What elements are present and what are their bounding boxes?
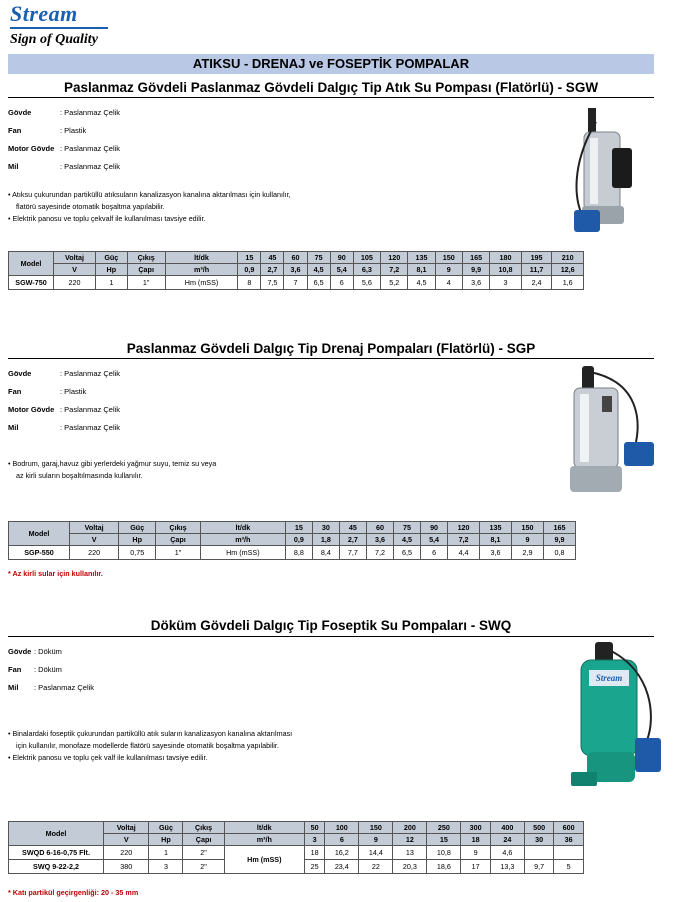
table-cell: SWQ 9-22-2,2	[9, 860, 104, 874]
divider	[8, 636, 654, 637]
sgp-note: * Az kirli sular için kullanılır.	[8, 569, 103, 578]
table-cell: 1,6	[552, 276, 584, 290]
table-header: Çıkış	[183, 822, 224, 834]
table-header: 150	[359, 822, 393, 834]
table-header: Çıkış	[127, 252, 165, 264]
table-header: 4,5	[394, 534, 421, 546]
table-header: 500	[524, 822, 553, 834]
table-header: 210	[552, 252, 584, 264]
bullet: flatörü sayesinde otomatik boşaltma yapılabilir.	[16, 202, 165, 211]
bullet: • Bodrum, garaj,havuz gibi yerlerdeki yağmur suyu, temiz su veya	[8, 459, 217, 468]
table-header: 8,1	[480, 534, 512, 546]
table-header: 165	[462, 252, 489, 264]
table-header: 195	[521, 252, 552, 264]
table-header: 24	[490, 834, 524, 846]
table-header: 90	[330, 252, 353, 264]
table-row	[9, 546, 576, 560]
table-header: V	[54, 264, 96, 276]
table-cell: 20,3	[393, 860, 427, 874]
section-title-sgw: Paslanmaz Gövdeli Paslanmaz Gövdeli Dalgıç Tip Atık Su Pompası (Flatörlü) - SGW	[63, 80, 599, 95]
table-header: 9,9	[543, 534, 575, 546]
table-cell: 8	[238, 276, 261, 290]
table-cell: SWQD 6-16-0,75 Flt.	[9, 846, 104, 860]
category-banner: ATIKSU - DRENAJ ve FOSEPTİK POMPALAR	[8, 54, 654, 74]
table-cell: 8,8	[285, 546, 312, 560]
table-header: 120	[381, 252, 408, 264]
swq-performance-table	[8, 821, 584, 874]
table-cell: 9,7	[524, 860, 553, 874]
table-cell: 18,6	[427, 860, 461, 874]
table-header: 15	[238, 252, 261, 264]
table-cell: 7,7	[339, 546, 366, 560]
table-header: 100	[325, 822, 359, 834]
table-row	[9, 846, 584, 860]
table-header: 0,9	[285, 534, 312, 546]
spec-row: Gövde : Paslanmaz Çelik	[8, 369, 121, 378]
table-cell: 6,5	[394, 546, 421, 560]
table-header: 3	[304, 834, 324, 846]
table-header: 30	[312, 522, 339, 534]
table-header: 30	[524, 834, 553, 846]
table-header: 5,4	[330, 264, 353, 276]
table-cell: 16,2	[325, 846, 359, 860]
table-cell: Hm (mSS)	[200, 546, 285, 560]
table-header: 11,7	[521, 264, 552, 276]
table-header: lt/dk	[200, 522, 285, 534]
table-header: 75	[307, 252, 330, 264]
spec-row: Fan : Plastik	[8, 387, 87, 396]
table-header: 165	[543, 522, 575, 534]
table-header: 90	[421, 522, 448, 534]
table-cell: 2"	[183, 846, 224, 860]
table-cell: 220	[70, 546, 119, 560]
table-cell: 4,5	[408, 276, 435, 290]
table-header: Hp	[119, 534, 156, 546]
table-header: 0,9	[238, 264, 261, 276]
table-cell: 25	[304, 860, 324, 874]
table-cell: 1"	[156, 546, 201, 560]
table-header: 9,9	[462, 264, 489, 276]
svg-text:Stream: Stream	[595, 673, 623, 683]
spec-row: Mil : Paslanmaz Çelik	[8, 423, 121, 432]
table-cell: 13,3	[490, 860, 524, 874]
table-header: 250	[427, 822, 461, 834]
table-header: Çapı	[127, 264, 165, 276]
sgw-pump-image	[572, 102, 644, 242]
table-header: 120	[448, 522, 480, 534]
table-header: m³/h	[165, 264, 238, 276]
table-cell: 17	[461, 860, 490, 874]
spec-row: Gövde : Paslanmaz Çelik	[8, 108, 121, 117]
divider	[8, 358, 654, 359]
bullet: az kirli suların boşaltılmasında kullanılır.	[16, 471, 143, 480]
brand-underline	[10, 27, 108, 29]
table-cell: 220	[54, 276, 96, 290]
table-header: 400	[490, 822, 524, 834]
table-header: 2,7	[261, 264, 284, 276]
table-header: 135	[408, 252, 435, 264]
table-header: 3,6	[366, 534, 393, 546]
table-header: m³/h	[224, 834, 304, 846]
table-cell: 5,6	[353, 276, 380, 290]
bullet: için kullanılır, monofaze modellerde flatörü sayesinde otomatik boşaltma yapılabilir.	[16, 741, 279, 750]
section-title-swq: Döküm Gövdeli Dalgıç Tip Foseptik Su Pompaları - SWQ	[150, 618, 512, 633]
bullet: • Binalardaki foseptik çukurundan partiküllü atık suların kanalizasyon kanalına aktarılması	[8, 729, 293, 738]
table-cell: 7,2	[366, 546, 393, 560]
table-header: 75	[394, 522, 421, 534]
table-cell: 2,4	[521, 276, 552, 290]
table-header: 600	[554, 822, 584, 834]
table-cell: 6,5	[307, 276, 330, 290]
table-header: Model	[9, 252, 54, 276]
table-cell: 23,4	[325, 860, 359, 874]
table-header: 150	[435, 252, 462, 264]
table-header: 105	[353, 252, 380, 264]
table-cell: 1	[149, 846, 183, 860]
table-cell: 4	[435, 276, 462, 290]
spec-row: Motor Gövde : Paslanmaz Çelik	[8, 144, 121, 153]
table-header: 45	[261, 252, 284, 264]
table-header: 9	[359, 834, 393, 846]
table-header: 12	[393, 834, 427, 846]
table-cell: 4,6	[490, 846, 524, 860]
spec-row: Fan : Döküm	[8, 665, 62, 674]
table-cell: Hm (mSS)	[224, 846, 304, 874]
table-header: Güç	[149, 822, 183, 834]
table-header: 8,1	[408, 264, 435, 276]
table-cell: 3	[149, 860, 183, 874]
table-cell: 13	[393, 846, 427, 860]
table-cell: 3	[490, 276, 522, 290]
bullet: • Elektrik panosu ve toplu çek valf ile kullanılması tavsiye edilir.	[8, 753, 208, 762]
table-header: 50	[304, 822, 324, 834]
table-cell: 7	[284, 276, 307, 290]
table-header: lt/dk	[224, 822, 304, 834]
table-header: 3,6	[284, 264, 307, 276]
table-header: 9	[512, 534, 544, 546]
table-cell: 1	[96, 276, 127, 290]
table-row	[9, 276, 584, 290]
table-header: Güç	[119, 522, 156, 534]
table-header: 7,2	[381, 264, 408, 276]
spec-row: Motor Gövde : Paslanmaz Çelik	[8, 405, 121, 414]
table-cell: SGP-550	[9, 546, 70, 560]
table-header: 7,2	[448, 534, 480, 546]
table-cell: 0,8	[543, 546, 575, 560]
table-cell: SGW-750	[9, 276, 54, 290]
table-header: Güç	[96, 252, 127, 264]
table-cell	[554, 846, 584, 860]
table-cell: 22	[359, 860, 393, 874]
swq-note: * Katı partikül geçirgenliği: 20 - 35 mm	[8, 888, 139, 897]
spec-row: Gövde : Döküm	[8, 647, 62, 656]
table-header: 15	[285, 522, 312, 534]
table-header: 6,3	[353, 264, 380, 276]
table-header: Çapı	[183, 834, 224, 846]
table-header: Model	[9, 822, 104, 846]
table-header: 135	[480, 522, 512, 534]
table-cell: 380	[104, 860, 149, 874]
table-header: 10,8	[490, 264, 522, 276]
table-cell: 10,8	[427, 846, 461, 860]
description-bullets	[8, 458, 216, 482]
table-cell: 220	[104, 846, 149, 860]
table-header: Hp	[149, 834, 183, 846]
spec-row: Mil : Paslanmaz Çelik	[8, 162, 121, 171]
bullet: • Elektrik panosu ve toplu çekvalf ile kullanılması tavsiye edilir.	[8, 214, 206, 223]
table-cell: 3,6	[462, 276, 489, 290]
table-header: Voltaj	[70, 522, 119, 534]
table-header: 4,5	[307, 264, 330, 276]
spec-row: Mil : Paslanmaz Çelik	[8, 683, 95, 692]
table-header: V	[104, 834, 149, 846]
bullet: • Atıksu çukurundan partiküllü atıksuların kanalizasyon kanalına aktarılması için kullanılır,	[8, 190, 291, 199]
swq-pump-image	[565, 640, 665, 810]
table-cell: 1"	[127, 276, 165, 290]
table-header: 5,4	[421, 534, 448, 546]
table-cell: 14,4	[359, 846, 393, 860]
table-header: 60	[366, 522, 393, 534]
brand-tagline: Sign of Quality	[10, 32, 98, 47]
table-header: 180	[490, 252, 522, 264]
table-header: Voltaj	[104, 822, 149, 834]
table-header: 300	[461, 822, 490, 834]
table-header: Hp	[96, 264, 127, 276]
sgp-pump-image	[560, 362, 660, 512]
spec-row: Fan : Plastik	[8, 126, 87, 135]
table-header: Çıkış	[156, 522, 201, 534]
table-cell: 9	[461, 846, 490, 860]
table-header: 18	[461, 834, 490, 846]
brand-name: Stream	[10, 1, 78, 26]
table-cell: 6	[421, 546, 448, 560]
table-cell: 5	[554, 860, 584, 874]
sgp-performance-table	[8, 521, 576, 560]
brand-logo	[10, 2, 108, 48]
table-header: V	[70, 534, 119, 546]
divider	[8, 97, 654, 98]
table-header: 60	[284, 252, 307, 264]
table-cell: 2,9	[512, 546, 544, 560]
table-cell: 3,6	[480, 546, 512, 560]
table-cell: 4,4	[448, 546, 480, 560]
table-header: Voltaj	[54, 252, 96, 264]
table-header: 1,8	[312, 534, 339, 546]
table-header: 9	[435, 264, 462, 276]
table-header: 200	[393, 822, 427, 834]
table-header: 36	[554, 834, 584, 846]
description-bullets	[8, 728, 292, 764]
table-header: lt/dk	[165, 252, 238, 264]
table-header: Çapı	[156, 534, 201, 546]
table-cell: 8,4	[312, 546, 339, 560]
table-cell: 2"	[183, 860, 224, 874]
table-cell: Hm (mSS)	[165, 276, 238, 290]
description-bullets	[8, 189, 291, 225]
table-cell: 5,2	[381, 276, 408, 290]
table-header: 150	[512, 522, 544, 534]
sgw-performance-table	[8, 251, 584, 290]
table-header: 15	[427, 834, 461, 846]
table-header: 2,7	[339, 534, 366, 546]
table-cell: 7,5	[261, 276, 284, 290]
table-cell	[524, 846, 553, 860]
table-cell: 0,75	[119, 546, 156, 560]
table-header: Model	[9, 522, 70, 546]
table-header: 45	[339, 522, 366, 534]
table-header: 12,6	[552, 264, 584, 276]
table-header: m³/h	[200, 534, 285, 546]
section-title-sgp: Paslanmaz Gövdeli Dalgıç Tip Drenaj Pompaları (Flatörlü) - SGP	[126, 341, 536, 356]
table-header: 6	[325, 834, 359, 846]
table-cell: 18	[304, 846, 324, 860]
table-cell: 6	[330, 276, 353, 290]
